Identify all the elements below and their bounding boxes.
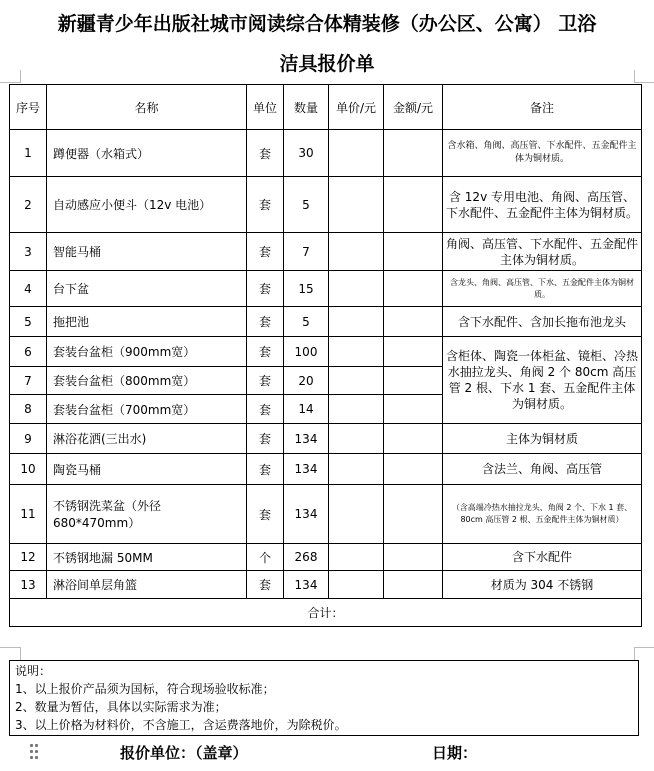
title-line-1: 新疆青少年出版社城市阅读综合体精装修（办公区、公寓） 卫浴 (57, 13, 597, 35)
row-qty: 134 (284, 571, 329, 599)
row-unit: 套 (247, 177, 284, 233)
row-note: 含龙头、角阀、高压管、下水、五金配件主体为铜材质。 (443, 271, 642, 307)
row-unit: 套 (247, 307, 284, 337)
row-name: 蹲便器（水箱式） (47, 130, 247, 177)
row-qty: 14 (284, 395, 329, 424)
row-amount[interactable] (384, 424, 443, 454)
row-no: 12 (10, 544, 47, 571)
row-note: 材质为 304 不锈钢 (443, 571, 642, 599)
row-note: 含下水配件 (443, 544, 642, 571)
row-note: （含高端冷热水抽拉龙头、角阀 2 个、下水 1 套、80cm 高压管 2 根、五金配件主体为铜材质） (443, 485, 642, 544)
row-name: 淋浴间单层角篮 (47, 571, 247, 599)
row-unit: 套 (247, 454, 284, 485)
note-item: 1、以上报价产品须为国标，符合现场验收标准； (15, 682, 275, 696)
row-amount[interactable] (384, 337, 443, 367)
table-row (10, 307, 642, 337)
row-qty: 30 (284, 130, 329, 177)
row-name: 套装台盆柜（900mm宽） (47, 337, 247, 367)
row-no: 3 (10, 233, 47, 271)
row-note: 含下水配件、含加长拖布池龙头 (443, 307, 642, 337)
table-row (10, 177, 642, 233)
row-name: 不锈钢地漏 50MM (47, 544, 247, 571)
row-qty: 7 (284, 233, 329, 271)
header-amount: 金额/元 (384, 85, 443, 130)
row-unit-price[interactable] (329, 307, 384, 337)
row-no: 7 (10, 367, 47, 395)
table-row (10, 271, 642, 307)
row-no: 8 (10, 395, 47, 424)
row-no: 9 (10, 424, 47, 454)
table-row (10, 485, 642, 544)
row-unit: 套 (247, 395, 284, 424)
row-unit-price[interactable] (329, 177, 384, 233)
row-name: 智能马桶 (47, 233, 247, 271)
row-amount[interactable] (384, 485, 443, 544)
note-item: 2、数量为暂估，具体以实际需求为准； (15, 700, 227, 714)
note-item: 3、以上价格为材料价，不含施工，含运费落地价，为除税价。 (15, 718, 347, 732)
table-row (10, 337, 642, 367)
corner-mark (0, 647, 21, 660)
row-no: 2 (10, 177, 47, 233)
table-row (10, 130, 642, 177)
notes-box (9, 660, 639, 736)
row-qty: 268 (284, 544, 329, 571)
row-qty: 5 (284, 307, 329, 337)
row-unit: 套 (247, 271, 284, 307)
table-header-row (10, 85, 642, 130)
row-note: 含 12v 专用电池、角阀、高压管、下水配件、五金配件主体为铜材质。 (443, 177, 642, 233)
header-note: 备注 (443, 85, 642, 130)
row-qty: 20 (284, 367, 329, 395)
row-name: 淋浴花洒(三出水) (47, 424, 247, 454)
header-unit: 单位 (247, 85, 284, 130)
row-amount[interactable] (384, 454, 443, 485)
row-amount[interactable] (384, 395, 443, 424)
row-unit-price[interactable] (329, 485, 384, 544)
row-unit-price[interactable] (329, 454, 384, 485)
row-name: 自动感应小便斗（12v 电池） (47, 177, 247, 233)
row-amount[interactable] (384, 177, 443, 233)
row-name: 套装台盆柜（700mm宽） (47, 395, 247, 424)
row-unit-price[interactable] (329, 395, 384, 424)
row-amount[interactable] (384, 367, 443, 395)
table-row (10, 544, 642, 571)
row-name: 拖把池 (47, 307, 247, 337)
row-unit-price[interactable] (329, 233, 384, 271)
total-row (10, 599, 642, 627)
table-row (10, 233, 642, 271)
quote-unit-label: 报价单位：（盖章） (120, 744, 248, 762)
row-amount[interactable] (384, 130, 443, 177)
row-amount[interactable] (384, 544, 443, 571)
row-no: 4 (10, 271, 47, 307)
quote-table (9, 84, 642, 627)
row-name: 台下盆 (47, 271, 247, 307)
row-no: 5 (10, 307, 47, 337)
row-unit: 套 (247, 485, 284, 544)
header-qty: 数量 (284, 85, 329, 130)
row-unit: 套 (247, 571, 284, 599)
corner-mark (0, 70, 21, 83)
row-name: 陶瓷马桶 (47, 454, 247, 485)
row-no: 1 (10, 130, 47, 177)
notes-heading: 说明： (15, 664, 52, 678)
row-no: 6 (10, 337, 47, 367)
row-unit: 个 (247, 544, 284, 571)
document-title (0, 4, 654, 80)
row-no: 10 (10, 454, 47, 485)
table-row (10, 571, 642, 599)
row-unit-price[interactable] (329, 424, 384, 454)
row-amount[interactable] (384, 271, 443, 307)
row-unit-price[interactable] (329, 571, 384, 599)
row-note: 含水箱、角阀、高压管、下水配件、五金配件主体为铜材质。 (443, 130, 642, 177)
row-unit-price[interactable] (329, 367, 384, 395)
row-no: 11 (10, 485, 47, 544)
row-note: 主体为铜材质 (443, 424, 642, 454)
row-amount[interactable] (384, 571, 443, 599)
header-unit-price: 单价/元 (329, 85, 384, 130)
row-qty: 5 (284, 177, 329, 233)
row-amount[interactable] (384, 233, 443, 271)
drag-handle-icon[interactable] (30, 744, 40, 760)
row-unit: 套 (247, 130, 284, 177)
row-name: 套装台盆柜（800mm宽） (47, 367, 247, 395)
row-note-merged: 含柜体、陶瓷一体柜盆、镜柜、冷热水抽拉龙头、角阀 2 个 80cm 高压管 2 根、下水 1 套、五金配件主体为铜材质。 (443, 337, 642, 424)
row-unit: 套 (247, 337, 284, 367)
row-unit-price[interactable] (329, 544, 384, 571)
row-unit-price[interactable] (329, 337, 384, 367)
row-unit: 套 (247, 233, 284, 271)
row-qty: 100 (284, 337, 329, 367)
table-row (10, 424, 642, 454)
header-name: 名称 (47, 85, 247, 130)
row-qty: 134 (284, 454, 329, 485)
title-line-2: 洁具报价单 (279, 53, 375, 75)
table-row (10, 454, 642, 485)
header-no: 序号 (10, 85, 47, 130)
row-no: 13 (10, 571, 47, 599)
row-note: 含法兰、角阀、高压管 (443, 454, 642, 485)
row-unit: 套 (247, 424, 284, 454)
row-name: 不锈钢洗菜盆（外径 680*470mm） (47, 485, 247, 544)
corner-mark (634, 70, 654, 83)
row-unit-price[interactable] (329, 271, 384, 307)
row-amount[interactable] (384, 307, 443, 337)
corner-mark (634, 647, 654, 660)
row-qty: 134 (284, 485, 329, 544)
row-unit-price[interactable] (329, 130, 384, 177)
date-label: 日期： (432, 744, 478, 762)
row-note: 角阀、高压管、下水配件、五金配件主体为铜材质。 (443, 233, 642, 271)
total-label: 合计： (10, 599, 642, 627)
row-unit: 套 (247, 367, 284, 395)
row-qty: 15 (284, 271, 329, 307)
row-qty: 134 (284, 424, 329, 454)
